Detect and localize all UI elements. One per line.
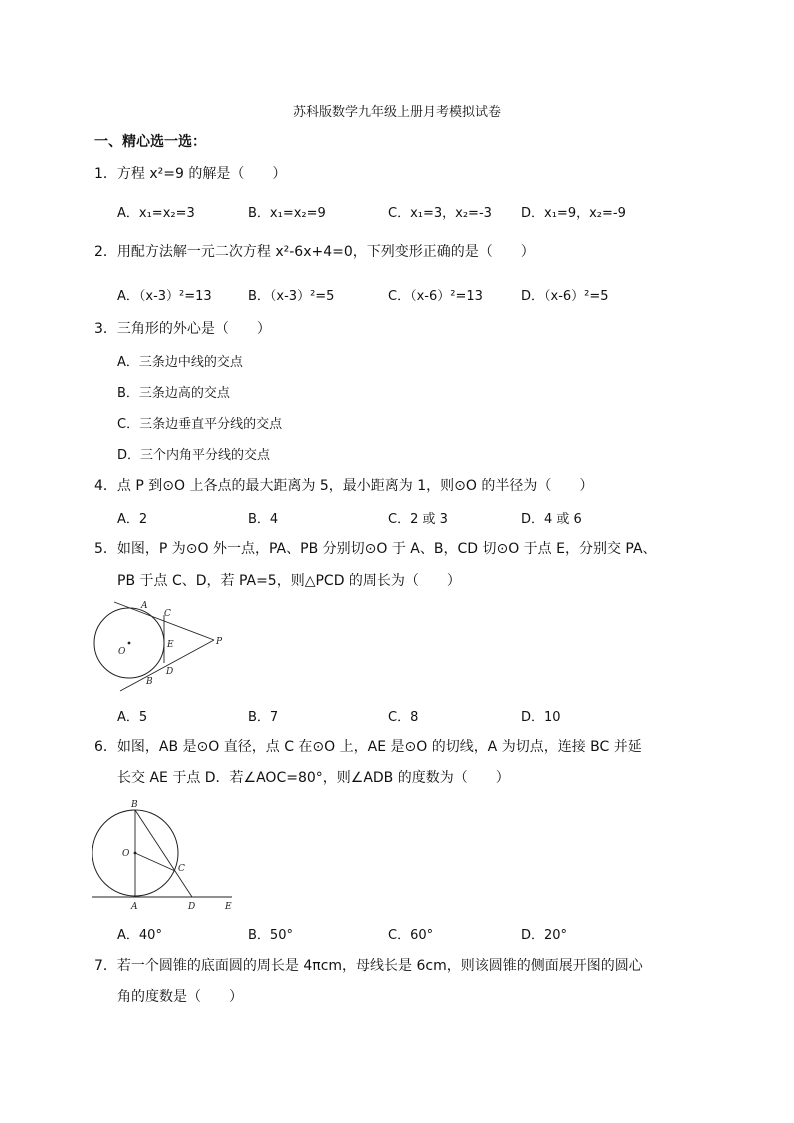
option-text: 8 — [410, 710, 419, 725]
option-label: D． — [521, 512, 545, 527]
q6-option-a[interactable] — [117, 924, 162, 943]
option-text: 4 — [269, 512, 279, 527]
label-b: B — [131, 800, 138, 810]
q6-option-b[interactable] — [248, 924, 293, 943]
q3-option-a[interactable] — [117, 351, 243, 370]
question-1-stem: 1．方程 x²=9 的解是（ ） — [94, 166, 287, 182]
q5-option-b[interactable] — [248, 706, 278, 725]
option-label: B． — [117, 386, 139, 401]
question-6-stem-line2: 长交 AE 于点 D．若∠AOC=80°，则∠ADB 的度数为（ ） — [117, 770, 510, 786]
q5-option-a[interactable] — [117, 706, 147, 725]
option-text: （x-6）²=13 — [410, 289, 483, 304]
line-bd — [135, 810, 192, 897]
option-label: A． — [117, 355, 139, 370]
q4-option-c[interactable] — [388, 508, 448, 527]
q6-option-c[interactable] — [388, 924, 433, 943]
option-label: B． — [248, 928, 270, 943]
question-5-stem-line2: PB 于点 C、D，若 PA=5，则△PCD 的周长为（ ） — [117, 573, 461, 589]
option-text: 2 或 3 — [410, 512, 448, 527]
q2-option-b[interactable] — [248, 285, 334, 304]
option-text: 4 或 6 — [544, 512, 582, 527]
label-b: B — [146, 677, 153, 687]
option-label: C． — [388, 289, 411, 304]
question-3-stem: 3．三角形的外心是（ ） — [94, 321, 271, 337]
question-5-stem-line1: 5．如图，P 为⊙O 外一点，PA、PB 分别切⊙O 于 A、B，CD 切⊙O 于点 E，分别交 PA、 — [94, 541, 657, 557]
option-text: 三条边高的交点 — [138, 386, 230, 401]
label-p: P — [216, 637, 223, 647]
option-label: A． — [117, 289, 139, 304]
label-e: E — [167, 640, 174, 650]
option-label: C． — [388, 928, 411, 943]
q5-figure — [92, 596, 232, 696]
option-text: 2 — [138, 512, 148, 527]
option-label: C． — [388, 206, 411, 221]
question-7-stem-line1: 7．若一个圆锥的底面圆的周长是 4πcm，母线长是 6cm，则该圆锥的侧面展开图的圆心 — [94, 958, 643, 974]
q1-option-c[interactable] — [388, 202, 492, 221]
option-label: C． — [388, 710, 411, 725]
q2-option-a[interactable] — [117, 285, 212, 304]
option-label: C． — [388, 512, 411, 527]
option-label: B． — [248, 206, 270, 221]
q3-option-b[interactable] — [117, 382, 230, 401]
option-label: D． — [521, 206, 545, 221]
label-c: C — [164, 609, 171, 619]
center-dot — [134, 852, 137, 855]
q4-option-a[interactable] — [117, 508, 147, 527]
option-text: 20° — [544, 928, 568, 943]
option-label: D． — [521, 928, 545, 943]
label-d: D — [188, 902, 196, 912]
q4-option-d[interactable] — [521, 508, 582, 527]
option-text: 三条边垂直平分线的交点 — [139, 417, 283, 432]
option-label: A． — [117, 928, 139, 943]
option-label: B． — [248, 710, 270, 725]
q1-option-a[interactable] — [117, 202, 195, 221]
label-e: E — [225, 902, 232, 912]
question-6-stem-line1: 6．如图，AB 是⊙O 直径，点 C 在⊙O 上，AE 是⊙O 的切线，A 为切点，连接 BC 并延 — [94, 739, 642, 755]
option-label: C． — [117, 417, 140, 432]
label-a: A — [131, 902, 138, 912]
option-text: 50° — [269, 928, 293, 943]
option-label: A． — [117, 512, 139, 527]
q1-option-d[interactable] — [521, 202, 626, 221]
option-text: 5 — [138, 710, 148, 725]
option-text: x₁=9，x₂=-9 — [544, 206, 626, 221]
option-text: （x-6）²=5 — [544, 289, 609, 304]
q5-option-c[interactable] — [388, 706, 418, 725]
option-label: B． — [248, 289, 270, 304]
question-4-stem: 4．点 P 到⊙O 上各点的最大距离为 5，最小距离为 1，则⊙O 的半径为（ ） — [94, 478, 594, 494]
label-d: D — [166, 667, 174, 677]
question-7-stem-line2: 角的度数是（ ） — [117, 989, 243, 1005]
q1-option-b[interactable] — [248, 202, 326, 221]
option-text: 60° — [410, 928, 434, 943]
option-text: （x-3）²=5 — [269, 289, 335, 304]
option-label: A． — [117, 710, 139, 725]
option-text: 7 — [269, 710, 279, 725]
q3-option-d[interactable] — [117, 444, 270, 463]
q2-option-d[interactable] — [521, 285, 609, 304]
q5-option-d[interactable] — [521, 706, 561, 725]
option-text: x₁=x₂=3 — [138, 206, 195, 221]
option-text: x₁=3，x₂=-3 — [410, 206, 492, 221]
q4-option-b[interactable] — [248, 508, 278, 527]
option-text: 三条边中线的交点 — [138, 355, 243, 370]
label-a: A — [141, 601, 148, 611]
center-dot — [128, 642, 131, 645]
question-2-stem: 2．用配方法解一元二次方程 x²-6x+4=0，下列变形正确的是（ ） — [94, 244, 535, 260]
q6-option-d[interactable] — [521, 924, 567, 943]
q2-option-c[interactable] — [388, 285, 483, 304]
option-label: D． — [117, 448, 141, 463]
option-text: x₁=x₂=9 — [269, 206, 326, 221]
q6-figure — [92, 795, 242, 913]
option-label: A． — [117, 206, 139, 221]
option-text: 40° — [138, 928, 162, 943]
label-c: C — [178, 864, 185, 874]
page-title: 苏科版数学九年级上册月考模拟试卷 — [292, 105, 501, 120]
section-heading: 一、精心选一选： — [94, 134, 206, 150]
option-text: 三个内角平分线的交点 — [140, 448, 271, 463]
q3-option-c[interactable] — [117, 413, 282, 432]
label-o: O — [122, 849, 130, 859]
label-o: O — [118, 647, 126, 657]
option-text: 10 — [544, 710, 561, 725]
option-label: D． — [521, 710, 545, 725]
option-text: （x-3）²=13 — [138, 289, 212, 304]
option-label: B． — [248, 512, 270, 527]
option-label: D． — [521, 289, 545, 304]
